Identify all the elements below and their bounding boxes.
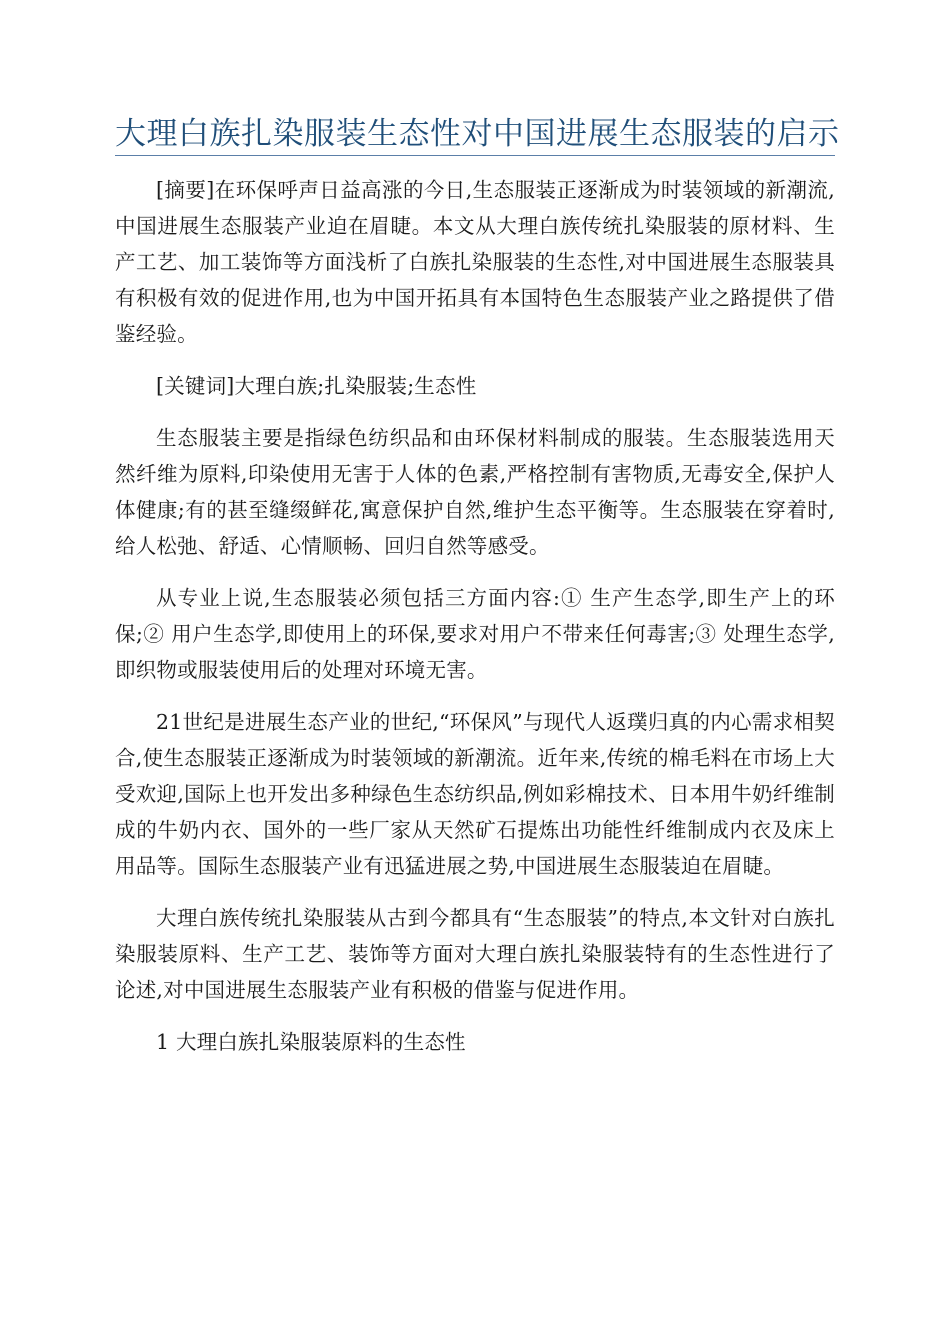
- title-underline: [115, 155, 835, 156]
- document-title: 大理白族扎染服装生态性对中国进展生态服装的启示: [115, 116, 840, 152]
- document-body: [115, 172, 835, 1076]
- body-paragraph: 21世纪是进展生态产业的世纪,“环保风”与现代人返璞归真的内心需求相契合,使生态服装正逐渐成为时装领域的新潮流。近年来,传统的棉毛料在市场上大受欢迎,国际上也开发出多种绿色生态纺织品,例如彩棉技术、日本用牛奶纤维制成的牛奶内衣、国外的一些厂家从天然矿石提炼出功能性纤维制成内衣及床上用品等。国际生态服装产业有迅猛进展之势,中国进展生态服装迫在眉睫。: [115, 710, 835, 878]
- abstract-paragraph: [摘要]在环保呼声日益高涨的今日,生态服装正逐渐成为时装领域的新潮流,中国进展生态服装产业迫在眉睫。本文从大理白族传统扎染服装的原材料、生产工艺、加工装饰等方面浅析了白族扎染服装的生态性,对中国进展生态服装具有积极有效的促进作用,也为中国开拓具有本国特色生态服装产业之路提供了借鉴经验。: [115, 178, 835, 346]
- body-paragraph: 生态服装主要是指绿色纺织品和由环保材料制成的服装。生态服装选用天然纤维为原料,印染使用无害于人体的色素,严格控制有害物质,无毒安全,保护人体健康;有的甚至缝缀鲜花,寓意保护自然,维护生态平衡等。生态服装在穿着时,给人松弛、舒适、心情顺畅、回归自然等感受。: [115, 426, 835, 558]
- body-paragraph: 从专业上说,生态服装必须包括三方面内容:① 生产生态学,即生产上的环保;② 用户生态学,即使用上的环保,要求对用户不带来任何毒害;③ 处理生态学,即织物或服装使用后的处理对环境无害。: [115, 586, 835, 682]
- section-heading: 1 大理白族扎染服装原料的生态性: [156, 1030, 466, 1054]
- body-paragraph: 大理白族传统扎染服装从古到今都具有“生态服装”的特点,本文针对白族扎染服装原料、生产工艺、装饰等方面对大理白族扎染服装特有的生态性进行了论述,对中国进展生态服装产业有积极的借鉴与促进作用。: [115, 906, 835, 1002]
- keywords-paragraph: [关键词]大理白族;扎染服装;生态性: [156, 374, 477, 398]
